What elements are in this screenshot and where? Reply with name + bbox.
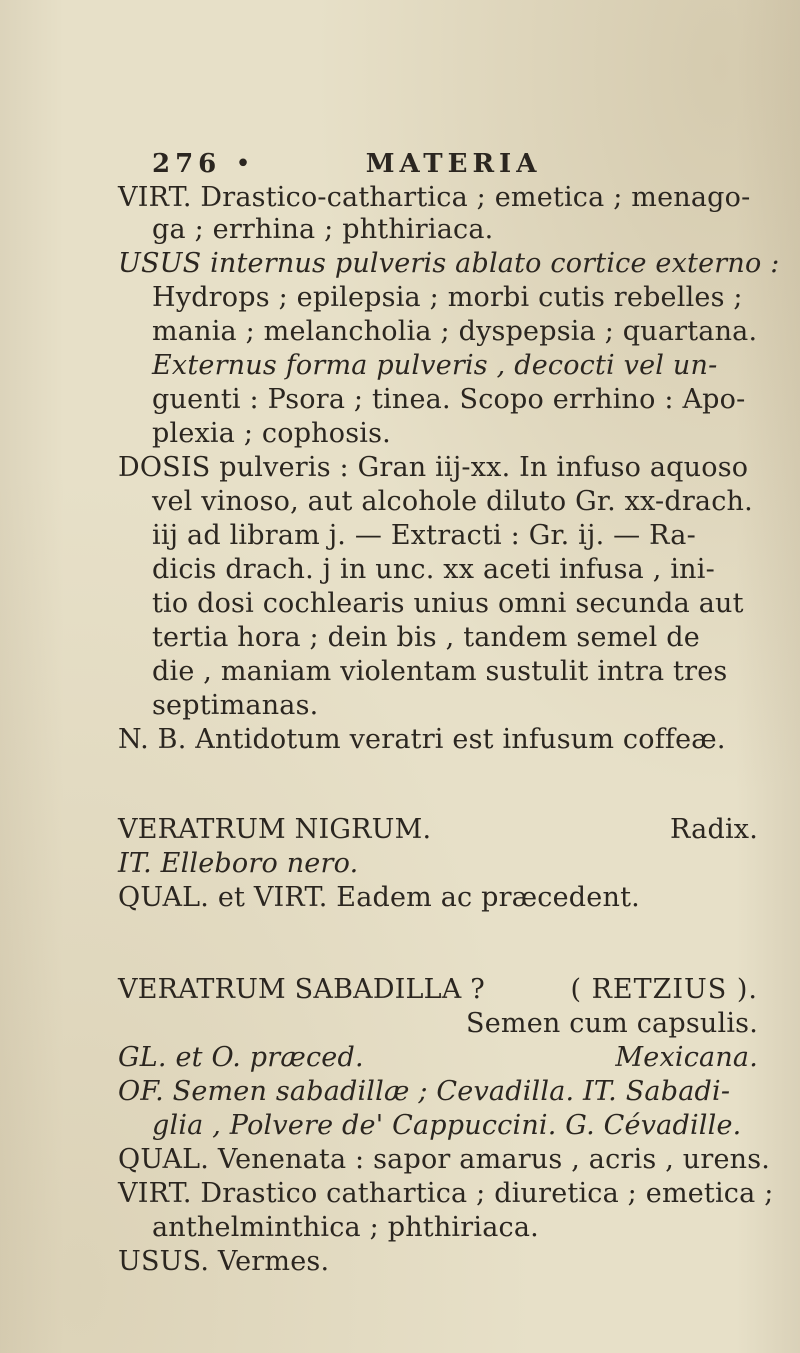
text-line: IT. Elleboro nero. [118,848,359,879]
text-line: VIRT. Drastico cathartica ; diuretica ; emetica ; [118,1178,774,1209]
entry-heading: VERATRUM SABADILLA ? [118,974,485,1005]
text-line: GL. et O. præced. [118,1042,364,1073]
text-line: dicis drach. j in unc. xx aceti infusa , ini- [152,554,715,585]
text-line: guenti : Psora ; tinea. Scopo errhino : Apo- [152,384,746,415]
text-line: septimanas. [152,690,319,721]
header-mark: • [235,149,256,179]
page-number: 276 [152,149,222,179]
text-line: OF. Semen sabadillæ ; Cevadilla. IT. Sabadi- [118,1076,731,1107]
entry-part: Radix. [670,814,758,845]
text-line: Mexicana. [615,1042,758,1073]
text-line: tio dosi cochlearis unius omni secunda aut [152,588,744,619]
text-line: ga ; errhina ; phthiriaca. [152,214,494,245]
header-title: MATERIA [365,149,542,179]
text-line: vel vinoso, aut alcohole diluto Gr. xx-drach. [152,486,753,517]
entry-part: Semen cum capsulis. [466,1008,758,1039]
text-line: glia , Polvere de' Cappuccini. G. Cévadille. [152,1110,742,1141]
text-line: Hydrops ; epilepsia ; morbi cutis rebelles ; [152,282,743,313]
text-line: plexia ; cophosis. [152,418,391,449]
text-line: anthelminthica ; phthiriaca. [152,1212,539,1243]
text-line: USUS internus pulveris ablato cortice externo : [118,248,780,279]
text-line: N. B. Antidotum veratri est infusum coffeæ. [118,724,726,755]
text-line: QUAL. et VIRT. Eadem ac præcedent. [118,882,640,913]
text-line: QUAL. Venenata : sapor amarus , acris , urens. [118,1144,771,1175]
text-line: iij ad libram j. — Extracti : Gr. ij. — Ra- [152,520,696,551]
text-line: die , maniam violentam sustulit intra tres [152,656,728,687]
text-line: tertia hora ; dein bis , tandem semel de [152,622,700,653]
text-line: Externus forma pulveris , decocti vel un- [152,350,718,381]
text-line: mania ; melancholia ; dyspepsia ; quartana. [152,316,758,347]
text-line: DOSIS pulveris : Gran iij-xx. In infuso aquoso [118,452,749,483]
running-header [152,148,541,180]
text-line: VIRT. Drastico-cathartica ; emetica ; menago- [118,182,751,213]
entry-heading: VERATRUM NIGRUM. [118,814,432,845]
text-line: USUS. Vermes. [118,1246,330,1277]
entry-author: ( RETZIUS ). [570,974,758,1005]
